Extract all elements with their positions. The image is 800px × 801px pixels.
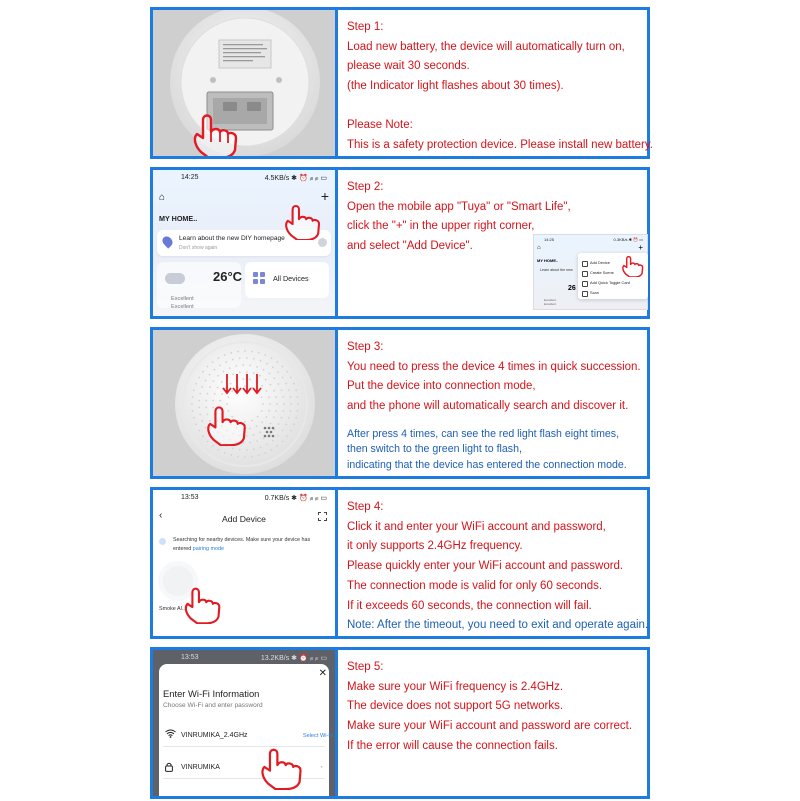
menu-add-quick-toggle[interactable]: Add Quick Toggle Card bbox=[590, 280, 630, 285]
step-line: The connection mode is valid for only 60 seconds. bbox=[347, 579, 603, 592]
step-4-card bbox=[150, 487, 650, 639]
step-5-text bbox=[347, 658, 641, 757]
close-icon[interactable]: ✕ bbox=[318, 668, 327, 679]
step-note: Note: After the timeout, you need to exit and operate again. bbox=[347, 619, 649, 632]
note-text: This is a safety protection device. Please install new battery. bbox=[347, 138, 653, 151]
step-title: Step 1: bbox=[347, 21, 384, 33]
spacer bbox=[347, 417, 641, 427]
step-line: (the Indicator light flashes about 30 times). bbox=[347, 80, 564, 93]
select-wifi-link[interactable]: Select Wi-Fi bbox=[302, 733, 333, 739]
smoke-detector-back-image bbox=[153, 10, 335, 156]
step-line: and select "Add Device". bbox=[347, 240, 473, 253]
step-3-text bbox=[347, 338, 641, 473]
step-line: Open the mobile app "Tuya" or "Smart Life", bbox=[347, 200, 571, 213]
step-line: please wait 30 seconds. bbox=[347, 60, 470, 73]
screen-title: Add Device bbox=[222, 514, 266, 524]
status-bar bbox=[153, 174, 335, 186]
status-bar bbox=[153, 494, 335, 506]
step-1-photo bbox=[153, 10, 335, 156]
status-bar bbox=[534, 237, 647, 249]
step-2-phone-screenshot bbox=[153, 170, 335, 316]
all-devices-label: All Devices bbox=[273, 274, 309, 283]
diy-banner-dismiss[interactable]: Don't show again bbox=[179, 245, 218, 251]
step-1-divider bbox=[335, 10, 338, 156]
note-title: Please Note: bbox=[347, 118, 413, 131]
wifi-ssid-field[interactable]: VINRUMIKA_2.4GHz bbox=[181, 732, 248, 739]
status-indicators: 4.5KB/s ✱ ⏰ ᵢₗₗ ᵢₗₗ ▭ bbox=[264, 175, 327, 182]
home-icon[interactable]: ⌂ bbox=[159, 192, 166, 203]
temperature: 26°C bbox=[213, 269, 243, 284]
step-3-card bbox=[150, 327, 650, 479]
step-line: Put the device into connection mode, bbox=[347, 380, 536, 393]
air-quality-1: Excellent bbox=[171, 296, 194, 302]
hand-pointer-icon bbox=[257, 742, 307, 790]
step-line: If it exceeds 60 seconds, the connection will fail. bbox=[347, 599, 592, 612]
step-line: it only supports 2.4GHz frequency. bbox=[347, 540, 523, 553]
status-time: 14:25 bbox=[544, 237, 555, 242]
step-5-card bbox=[150, 647, 650, 799]
step-line: You need to press the device 4 times in quick succession. bbox=[347, 360, 641, 373]
cloud-icon bbox=[165, 273, 185, 284]
add-device-screen bbox=[153, 490, 335, 636]
app-home-screen bbox=[153, 170, 335, 316]
diy-banner-title: Learn about the new DIY homepage bbox=[179, 235, 285, 242]
hand-pointer-icon bbox=[181, 582, 225, 624]
air-quality: Excellent Excellent bbox=[544, 298, 557, 306]
found-device-label[interactable]: Smoke Al... bbox=[159, 606, 187, 612]
wifi-info-screen bbox=[153, 650, 335, 796]
status-indicators: 0.7KB/s ✱ ⏰ ᵢₗₗ ᵢₗₗ ▭ bbox=[264, 495, 327, 502]
step-3-photo bbox=[153, 330, 335, 476]
step-line: Please quickly enter your WiFi account and password. bbox=[347, 560, 624, 573]
step-line: Make sure your WiFi frequency is 2.4GHz. bbox=[347, 680, 564, 693]
step-2-card bbox=[150, 167, 650, 319]
grid-icon bbox=[253, 272, 265, 284]
hand-pointer-icon bbox=[281, 200, 325, 240]
add-plus-button[interactable]: + bbox=[638, 243, 643, 252]
all-devices-card[interactable] bbox=[245, 262, 329, 298]
searching-message bbox=[173, 536, 329, 554]
wifi-icon bbox=[165, 729, 176, 740]
step-note: indicating that the device has entered the connection mode. bbox=[347, 458, 627, 471]
spacer bbox=[347, 97, 641, 116]
menu-add-device[interactable]: Add Device bbox=[590, 260, 610, 265]
hand-pointer-icon bbox=[203, 400, 251, 446]
scan-icon[interactable] bbox=[318, 512, 327, 521]
add-device-menu-screenshot bbox=[533, 234, 648, 310]
step-line: Make sure your WiFi account and password are correct. bbox=[347, 720, 633, 733]
step-4-text bbox=[347, 498, 649, 636]
sheet-subheading: Choose Wi-Fi and enter password bbox=[163, 702, 263, 709]
searching-indicator-icon bbox=[159, 538, 166, 545]
step-1-text bbox=[347, 18, 653, 155]
step-3-divider bbox=[335, 330, 338, 476]
wifi-password-field[interactable]: VINRUMIKA bbox=[181, 764, 220, 771]
step-title: Step 2: bbox=[347, 181, 384, 193]
home-name[interactable]: MY HOME.. bbox=[159, 214, 198, 223]
lock-icon bbox=[165, 762, 173, 774]
step-line: Load new battery, the device will automatically turn on, bbox=[347, 40, 625, 53]
step-1-card bbox=[150, 7, 653, 159]
step-2-divider bbox=[335, 170, 338, 316]
step-title: Step 3: bbox=[347, 341, 384, 353]
step-line: click the "+" in the upper right corner, bbox=[347, 220, 535, 233]
step-4-divider bbox=[335, 490, 338, 636]
menu-create-scene[interactable]: Create Scene bbox=[590, 270, 614, 275]
step-4-phone-screenshot bbox=[153, 490, 335, 636]
status-indicators: 0.3KB/s ✱ ⏰ ▭ bbox=[613, 237, 643, 242]
diy-banner-title: Learn about the new bbox=[540, 268, 573, 272]
searching-text: Searching for nearby devices. Make sure your device has entered bbox=[173, 537, 311, 552]
home-name[interactable]: MY HOME.. bbox=[537, 258, 559, 263]
step-5-phone-screenshot bbox=[153, 650, 335, 796]
step-line: Click it and enter your WiFi account and password, bbox=[347, 520, 606, 533]
step-line: The device does not support 5G networks. bbox=[347, 700, 564, 713]
add-plus-button[interactable]: + bbox=[320, 188, 329, 204]
status-indicators: 13.2KB/s ✱ ⏰ ᵢₗₗ ᵢₗₗ ▭ bbox=[260, 655, 327, 662]
hand-pointer-icon bbox=[620, 253, 646, 277]
step-line: and the phone will automatically search and discover it. bbox=[347, 400, 629, 413]
home-icon[interactable]: ⌂ bbox=[537, 245, 541, 251]
step-title: Step 4: bbox=[347, 501, 384, 513]
eye-icon[interactable]: ◔ bbox=[319, 765, 323, 771]
step-title: Step 5: bbox=[347, 661, 384, 673]
location-pin-icon bbox=[160, 234, 174, 248]
status-time: 14:25 bbox=[181, 174, 199, 181]
step-line: If the error will cause the connection fails. bbox=[347, 739, 558, 752]
hand-pointer-icon bbox=[189, 108, 243, 156]
pairing-mode-link[interactable]: pairing mode bbox=[192, 546, 224, 552]
temperature: 26 bbox=[568, 285, 576, 292]
step-note: then switch to the green light to flash, bbox=[347, 443, 522, 456]
sheet-heading: Enter Wi-Fi Information bbox=[163, 688, 260, 699]
status-time: 13:53 bbox=[181, 494, 199, 501]
menu-scan[interactable]: Scan bbox=[590, 290, 599, 295]
air-quality-2: Excellent bbox=[171, 304, 194, 310]
step-note: After press 4 times, can see the red light flash eight times, bbox=[347, 427, 620, 440]
back-arrow-icon[interactable]: ‹ bbox=[159, 510, 163, 521]
step-5-divider bbox=[335, 650, 338, 796]
status-time: 13:53 bbox=[181, 654, 199, 661]
